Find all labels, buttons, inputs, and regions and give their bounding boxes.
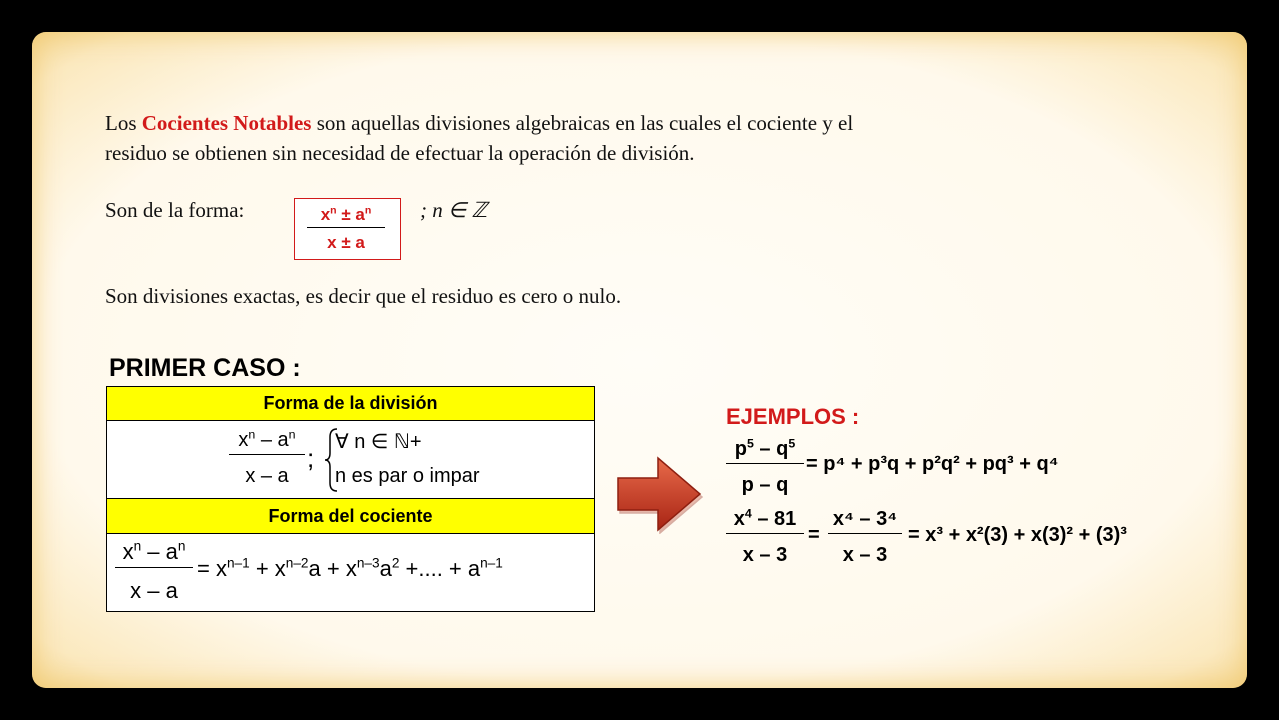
example2-mid-numerator: x⁴ – 3⁴ xyxy=(828,508,902,534)
example1-result: = p⁴ + p³q + p²q² + pq³ + q⁴ xyxy=(806,453,1059,475)
quotient-denominator: x – a xyxy=(130,578,178,603)
division-row xyxy=(107,421,594,499)
form-label: Son de la forma: xyxy=(105,198,245,222)
header-cociente: Forma del cociente xyxy=(107,499,594,534)
form-numerator: $x^n \pm a^n$ xyxy=(307,205,385,228)
example2-mid-denominator: x – 3 xyxy=(842,544,888,566)
exact-division-text: Son divisiones exactas, es decir que el residuo es cero o nulo. xyxy=(105,284,622,308)
division-denominator: x – a xyxy=(245,465,289,487)
form-condition: ; n ∈ ℤ xyxy=(420,198,488,222)
right-arrow-icon xyxy=(614,454,704,534)
division-numerator: $x^n - a^n$ xyxy=(229,429,305,455)
condition-parity: n es par o impar xyxy=(335,465,480,487)
example2-numerator: $x^4 - 81$ xyxy=(726,508,804,534)
intro-text-start: Los xyxy=(105,111,142,135)
intro-text-line2: residuo se obtienen sin necesidad de efectuar la operación de división. xyxy=(105,141,695,165)
examples-title: EJEMPLOS : xyxy=(726,404,860,429)
intro-text-line1: son aquellas divisiones algebraicas en las cuales el cociente y el xyxy=(311,111,854,135)
slide xyxy=(32,32,1247,688)
example1-numerator: $p^5 - q^5$ xyxy=(726,438,804,464)
case-table xyxy=(106,386,595,612)
intro-highlight: Cocientes Notables xyxy=(141,111,312,135)
division-semicolon: ; xyxy=(307,443,315,473)
example1-denominator: p – q xyxy=(741,474,789,496)
quotient-expansion: = $x^{n-1} + x^{n-2}a + x^{n-3}a^2$ +.... + $a^{n-1}$ xyxy=(197,555,503,581)
case-title: PRIMER CASO : xyxy=(109,354,301,382)
form-denominator: x ± a xyxy=(327,233,365,252)
example2-result: = x³ + x²(3) + x(3)² + (3)³ xyxy=(908,524,1127,546)
quotient-numerator: $x^n - a^n$ xyxy=(115,539,193,568)
example2-denominator: x – 3 xyxy=(742,544,788,566)
header-division: Forma de la división xyxy=(107,387,594,421)
intro-paragraph xyxy=(105,108,1065,168)
condition-natural: ∀ n ∈ ℕ+ xyxy=(335,431,422,453)
example2-equals: = xyxy=(808,524,820,546)
quotient-row xyxy=(107,534,594,610)
form-box xyxy=(294,198,401,260)
